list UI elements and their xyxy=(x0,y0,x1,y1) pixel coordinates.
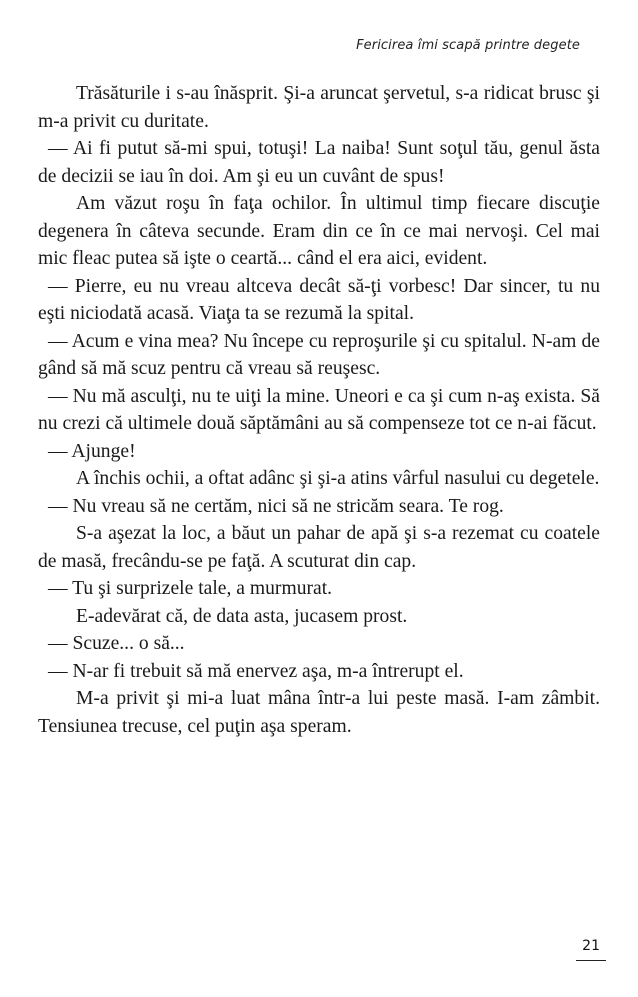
dialogue-line: — Tu şi surprizele tale, a murmurat. xyxy=(48,578,333,599)
page-number: 21 xyxy=(582,938,600,954)
dialogue-line: — Pierre, eu nu vreau altceva decât să-ţi vorbesc! Dar sincer, tu nu eşti niciodată acasă. Viaţa ta se rezumă la spital. xyxy=(38,275,600,324)
dialogue-line: — Nu mă asculţi, nu te uiţi la mine. Uneori e ca şi cum n-aş exista. Să nu crezi că ultimele două săptămâni au să compenseze tot ce n-ai făcut. xyxy=(38,385,600,434)
dialogue-line: — N-ar fi trebuit să mă enervez aşa, m-a întrerupt el. xyxy=(48,660,464,682)
paragraph: E-adevărat că, de data asta, jucasem prost. xyxy=(76,605,408,627)
dialogue-line: — Ai fi putut să-mi spui, totuşi! La naiba! Sunt soţul tău, genul ăsta de decizii se iau în doi. Am şi eu un cuvânt de spus! xyxy=(38,138,600,187)
running-header: Fericirea îmi scapă printre degete xyxy=(356,38,580,53)
paragraph: S-a aşezat la loc, a băut un pahar de apă şi s-a rezemat cu coatele de masă, frecându-se pe faţă. A scuturat din cap. xyxy=(38,523,600,572)
paragraph: A închis ochii, a oftat adânc şi şi-a atins vârful nasului cu degetele. xyxy=(76,468,600,489)
dialogue-line: — Scuze... o să... xyxy=(48,633,185,654)
body-text xyxy=(38,80,600,740)
dialogue-line: — Nu vreau să ne certăm, nici să ne stricăm seara. Te rog. xyxy=(48,495,504,517)
dialogue-line: — Ajunge! xyxy=(48,440,136,462)
dialogue-line: — Acum e vina mea? Nu începe cu reproşurile şi cu spitalul. N-am de gând să mă scuz pentru că vreau să reuşesc. xyxy=(38,330,600,379)
paragraph: Trăsăturile i s-au înăsprit. Şi-a aruncat şervetul, s-a ridicat brusc şi m-a privit cu duritate. xyxy=(38,83,600,132)
paragraph: Am văzut roşu în faţa ochilor. În ultimul timp fiecare discuţie degenera în câteva secunde. Eram din ce în ce mai nervoşi. Cel mai mic fleac putea să işte o ceartă... când el era aici, evident. xyxy=(38,193,600,269)
paragraph: M-a privit şi mi-a luat mâna într-a lui peste masă. I-am zâmbit. Tensiunea trecuse, cel puţin aşa speram. xyxy=(38,688,600,737)
page-number-rule xyxy=(576,960,606,961)
